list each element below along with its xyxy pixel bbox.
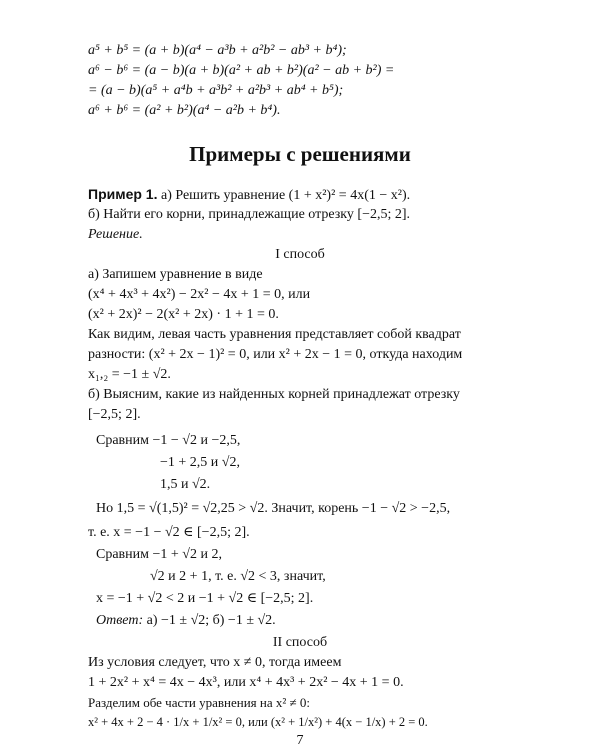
method-1-line: (x⁴ + 4x³ + 4x²) − 2x² − 4x + 1 = 0, или — [88, 287, 311, 302]
method-1-heading: I способ — [275, 247, 325, 262]
solution-label: Решение. — [88, 227, 143, 242]
section-title: Примеры с решениями — [189, 142, 411, 166]
method-1-line: б) Выясним, какие из найденных корней принадлежат отрезку — [88, 387, 460, 402]
method-1-roots: x₁,₂ = −1 ± √2. — [88, 367, 171, 382]
identity-diff-sixth-powers-continued: = (a − b)(a⁵ + a⁴b + a³b² + a²b³ + ab⁴ + b⁵); — [88, 83, 344, 98]
method-1-compare: Сравним −1 + √2 и 2, — [96, 547, 222, 562]
method-1-line: Как видим, левая часть уравнения представляет собой квадрат — [88, 327, 461, 342]
identity-diff-sixth-powers: a⁶ − b⁶ = (a − b)(a + b)(a² + ab + b²)(a² − ab + b²) = — [88, 63, 395, 78]
page-number: 7 — [296, 733, 304, 748]
method-1-line: т. е. x = −1 − √2 ∈ [−2,5; 2]. — [88, 525, 250, 540]
method-2-line: Из условия следует, что x ≠ 0, тогда имеем — [88, 655, 342, 670]
method-1-line: разности: (x² + 2x − 1)² = 0, или x² + 2x − 1 = 0, откуда находим — [88, 347, 463, 362]
example-label: Пример 1. — [88, 186, 158, 202]
answer-text: а) −1 ± √2; б) −1 ± √2. — [143, 613, 276, 628]
identity-sum-sixth-powers: a⁶ + b⁶ = (a² + b²)(a⁴ − a²b + b⁴). — [88, 103, 281, 118]
method-1-answer — [96, 610, 276, 631]
method-2-line: Разделим обе части уравнения на x² ≠ 0: — [88, 695, 311, 710]
identity-sum-fifth-powers: a⁵ + b⁵ = (a + b)(a⁴ − a³b + a²b² − ab³ + b⁴); — [88, 43, 347, 58]
method-1-compare: √2 и 2 + 1, т. е. √2 < 3, значит, — [150, 569, 326, 584]
method-1-line: x = −1 + √2 < 2 и −1 + √2 ∈ [−2,5; 2]. — [96, 591, 314, 606]
method-1-line: Но 1,5 = √(1,5)² = √2,25 > √2. Значит, корень −1 − √2 > −2,5, — [96, 501, 451, 516]
method-2-line: 1 + 2x² + x⁴ = 4x − 4x³, или x⁴ + 4x³ + 2x² − 4x + 1 = 0. — [88, 675, 404, 690]
method-1-line: (x² + 2x)² − 2(x² + 2x) · 1 + 1 = 0. — [88, 307, 279, 322]
method-1-line: [−2,5; 2]. — [88, 407, 141, 422]
method-1-line: а) Запишем уравнение в виде — [88, 267, 263, 282]
method-1-compare: −1 + 2,5 и √2, — [160, 455, 240, 470]
method-2-line: x² + 4x + 2 − 4 · 1/x + 1/x² = 0, или (x² + 1/x²) + 4(x − 1/x) + 2 = 0. — [88, 715, 428, 729]
answer-label: Ответ: — [96, 613, 144, 628]
method-1-compare: Сравним −1 − √2 и −2,5, — [96, 433, 241, 448]
method-2-heading: II способ — [272, 635, 328, 650]
example-task-a-text: а) Решить уравнение (1 + x²)² = 4x(1 − x²). — [157, 188, 411, 203]
method-1-compare: 1,5 и √2. — [160, 477, 211, 492]
example-task-b: б) Найти его корни, принадлежащие отрезку [−2,5; 2]. — [88, 207, 411, 222]
example-task-a — [88, 184, 410, 206]
